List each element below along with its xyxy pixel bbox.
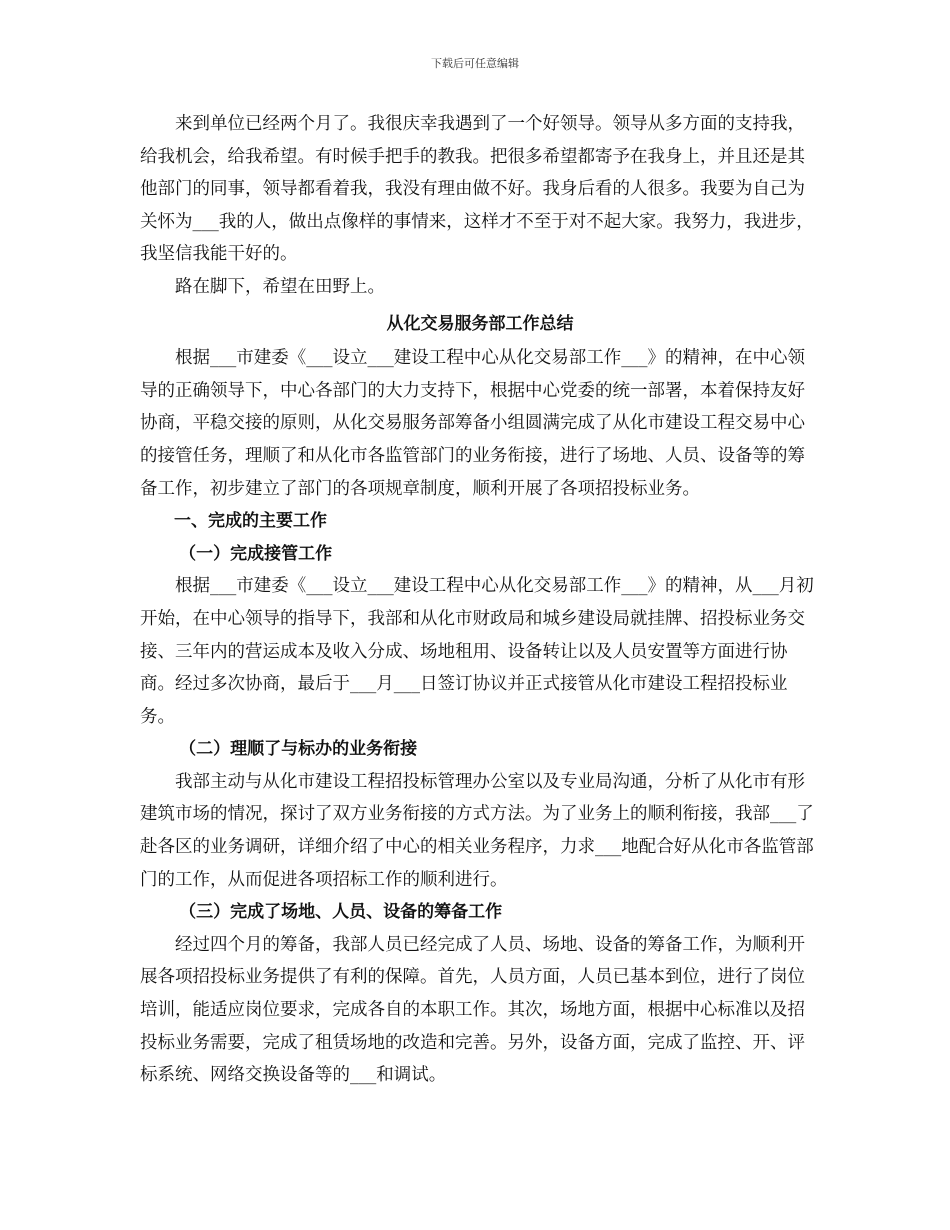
subsection-heading-1: （一）完成接管工作 <box>179 543 333 564</box>
intro-paragraph-2: 路在脚下，希望在田野上。 <box>175 276 385 297</box>
subsection-paragraph-3: 经过四个月的筹备，我部人员已经完成了人员、场地、设备的筹备工作，为顺利开展各项招投标业务提供了有利的保障。首先，人员方面，人员已基本到位，进行了岗位培训，能适应岗位要求，完成各自的本职工作。其次，场地方面，根据中心标准以及招投标业务需要，完成了租赁场地的改造和完善。另外，设备方面，完成了监控、开、评标系统、网络交换设备等的___和调试。 <box>140 934 805 1086</box>
subsection-paragraph-2: 我部主动与从化市建设工程招投标管理办公室以及专业局沟通，分析了从化市有形建筑市场的情况，探讨了双方业务衔接的方式方法。为了业务上的顺利衔接，我部___了赴各区的业务调研，详细介绍了中心的相关业务程序，力求___地配合好从化市各监管部门的工作，从而促进各项招标工作的顺利进行。 <box>140 771 814 890</box>
report-intro-paragraph: 根据___市建委《___设立___建设工程中心从化交易部工作___》的精神，在中心领导的正确领导下，中心各部门的大力支持下，根据中心党委的统一部署，本着保持友好协商，平稳交接的原则，从化交易服务部筹备小组圆满完成了从化市建设工程交易中心的接管任务，理顺了和从化市各监管部门的业务衔接，进行了场地、人员、设备等的筹备工作，初步建立了部门的各项规章制度，顺利开展了各项招投标业务。 <box>140 348 805 499</box>
document-body <box>140 108 820 1092</box>
report-title: 从化交易服务部工作总结 <box>386 313 574 334</box>
page-header: 下载后可任意编辑 <box>431 57 519 70</box>
subsection-heading-2: （二）理顺了与标办的业务衔接 <box>179 739 418 760</box>
intro-paragraph-1: 来到单位已经两个月了。我很庆幸我遇到了一个好领导。领导从多方面的支持我，给我机会，给我希望。有时候手把手的教我。把很多希望都寄予在我身上，并且还是其他部门的同事，领导都看着我，我没有理由做不好。我身后看的人很多。我要为自己为关怀为___我的人，做出点像样的事情来，这样才不至于对不起大家。我努力，我进步，我坚信我能干好的。 <box>140 114 814 265</box>
section-heading-1: 一、完成的主要工作 <box>174 511 327 532</box>
subsection-heading-3: （三）完成了场地、人员、设备的筹备工作 <box>179 902 503 923</box>
subsection-paragraph-1: 根据___市建委《___设立___建设工程中心从化交易部工作___》的精神，从___月初开始，在中心领导的指导下，我部和从化市财政局和城乡建设局就挂牌、招投标业务交接、三年内的营运成本及收入分成、场地租用、设备转让以及人员安置等方面进行协商。经过多次协商，最后于___月___日签订协议并正式接管从化市建设工程招投标业务。 <box>140 576 814 727</box>
